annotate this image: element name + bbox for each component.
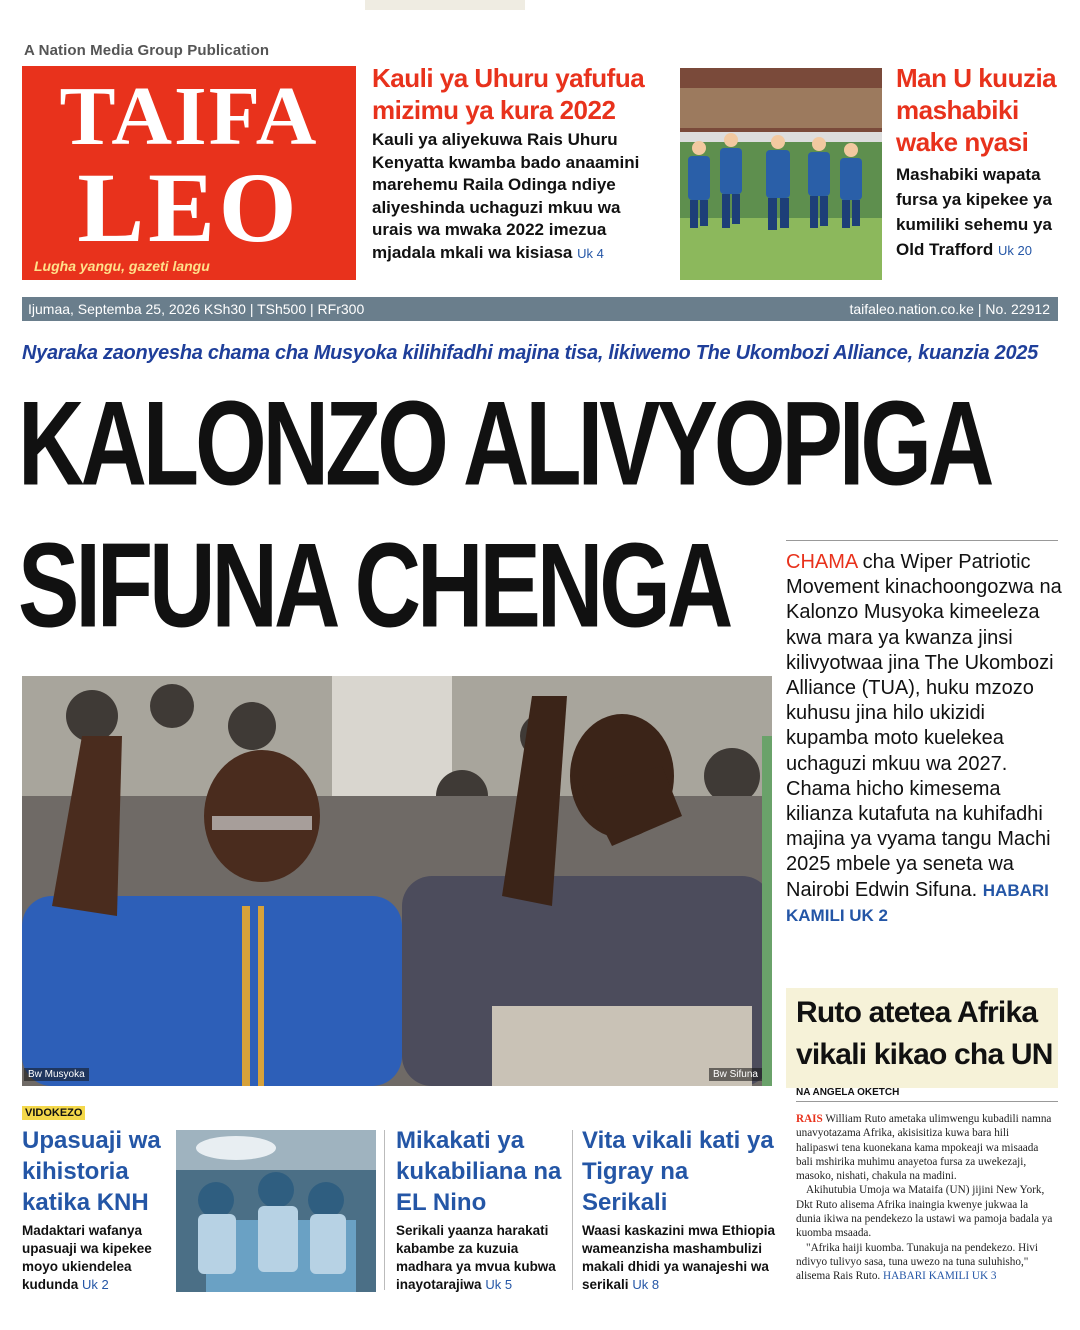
- teaser-uhuru[interactable]: [372, 62, 662, 265]
- brief-knh-headline[interactable]: Upasuaji wa kihistoria katika KNH: [22, 1127, 161, 1216]
- teaser-manu[interactable]: [896, 62, 1062, 263]
- brief-knh-body: [22, 1222, 172, 1294]
- ruto-para-2: Akihutubia Umoja wa Mataifa (UN) jijini New York, Dkt Ruto alisema Afrika inaingia kwenye jukwaa la dunia ikiwa na pendekezo la ustawi wa pamoja badala ya kuomba msaada.: [796, 1184, 1053, 1240]
- teaser-manu-headline[interactable]: Man U kuuzia mashabiki wake nyasi: [896, 63, 1057, 157]
- brief-knh-text: Madaktari wafanya upasuaji wa kipekee moyo ukiendelea kudunda: [22, 1223, 152, 1292]
- ruto-rule: [796, 1101, 1058, 1102]
- brief-knh[interactable]: [22, 1125, 172, 1294]
- issue-site-number[interactable]: taifaleo.nation.co.ke | No. 22912: [849, 301, 1050, 317]
- ruto-lead-word: RAIS: [796, 1113, 823, 1125]
- teaser-manu-text: Mashabiki wapata fursa ya kipekee ya kumiliki sehemu ya Old Trafford: [896, 165, 1052, 259]
- football-players-image: [680, 68, 882, 280]
- ruto-body: [796, 1112, 1054, 1284]
- logo-tagline: Lugha yangu, gazeti langu: [34, 258, 210, 274]
- brief-elnino-headline[interactable]: Mikakati ya kukabiliana na EL Nino: [396, 1127, 562, 1216]
- brief-tigray-page[interactable]: Uk 8: [632, 1277, 660, 1292]
- ruto-headline[interactable]: Ruto atetea Afrika vikali kikao cha UN: [796, 996, 1053, 1071]
- ruto-para-1: [796, 1112, 1054, 1183]
- brief-tigray[interactable]: [582, 1125, 776, 1294]
- lead-body: [786, 550, 1066, 928]
- ruto-byline: NA ANGELA OKETCH: [796, 1087, 900, 1098]
- photo-caption-sifuna: Bw Sifuna: [709, 1068, 762, 1081]
- manu-training-photo: [680, 68, 882, 280]
- publisher-line: A Nation Media Group Publication: [24, 42, 270, 59]
- ruto-para-3-text: "Afrika haiji kuomba. Tunakuja na pendekezo. Hivi ndivyo tulivyo sasa, tuna uwezo na tuna suluhisho," alisema Rais Ruto.: [796, 1241, 1038, 1283]
- teaser-manu-body: [896, 162, 1062, 263]
- lead-headline-line1[interactable]: KALONZO ALIVYOPIGA: [18, 378, 991, 511]
- ruto-more-link[interactable]: HABARI KAMILI UK 3: [883, 1270, 997, 1283]
- brief-tigray-headline[interactable]: Vita vikali kati ya Tigray na Serikali: [582, 1127, 774, 1216]
- lead-column-rule: [786, 540, 1058, 541]
- teaser-uhuru-headline[interactable]: Kauli ya Uhuru yafufua mizimu ya kura 2022: [372, 63, 645, 125]
- issue-date-price: Ijumaa, Septemba 25, 2026 KSh30 | TSh500 | RFr300: [28, 301, 365, 317]
- lead-body-text: cha Wiper Patriotic Movement kinachoongozwa na Kalonzo Musyoka kimeeleza kwa mara ya kwanza jinsi kilivyotwaa jina The Ukombozi Alliance (TUA), huku mzozo kuhusu jina hilo ukizidi kupamba moto kuelekea uchaguzi mkuu wa 2027. Chama hicho kimesema kilianza kutafuta na kuhifadhi majina ya vyama tangu Machi 2025 mbele ya seneta wa Nairobi Edwin Sifuna.: [786, 551, 1062, 901]
- top-edge-strip: [365, 0, 525, 10]
- lead-kicker: Nyaraka zaonyesha chama cha Musyoka kilihifadhi majina tisa, likiwemo The Ukombozi Alliance, kuanzia 2025: [22, 342, 1038, 364]
- teaser-uhuru-page[interactable]: Uk 4: [577, 245, 604, 261]
- briefs-label: VIDOKEZO: [22, 1106, 85, 1120]
- teaser-manu-page[interactable]: Uk 20: [998, 243, 1032, 258]
- brief-elnino[interactable]: [396, 1125, 576, 1294]
- surgery-photo: [176, 1130, 376, 1292]
- brief-elnino-text: Serikali yaanza harakati kabambe za kuzuia madhara ya mvua kubwa inayotarajiwa: [396, 1223, 556, 1292]
- brief-elnino-page[interactable]: Uk 5: [485, 1277, 513, 1292]
- brief-elnino-body: [396, 1222, 576, 1294]
- logo-word-leo: LEO: [77, 152, 301, 263]
- surgery-image: [176, 1130, 376, 1292]
- photo-caption-musyoka: Bw Musyoka: [24, 1068, 89, 1081]
- teaser-uhuru-body: [372, 129, 662, 265]
- brief-separator-2: [572, 1130, 573, 1290]
- lead-more-link[interactable]: HABARI KAMILI UK 2: [786, 880, 1049, 925]
- musyoka-sifuna-image: [22, 676, 772, 1086]
- brief-separator-1: [384, 1130, 385, 1290]
- ruto-para-1-text: William Ruto ametaka ulimwengu kubadili namna unavyotazama Afrika, akisisitiza kuwa bara hili halipaswi tena kuonekana kama mpokeaji wa misaada bali mshirika muhimu anayetoa fursa za uwekezaji, masoko, nishati, chakula na madini.: [796, 1113, 1052, 1183]
- issue-info-bar: [22, 297, 1058, 321]
- brief-tigray-text: Waasi kaskazini mwa Ethiopia wameanzisha mashambulizi makali dhidi ya wanajeshi wa serikali: [582, 1223, 776, 1292]
- lead-drop-word: CHAMA: [786, 551, 858, 573]
- lead-headline-line2[interactable]: SIFUNA CHENGA: [18, 520, 730, 653]
- taifa-leo-logo[interactable]: [22, 66, 356, 280]
- logo-word-taifa: TAIFA: [59, 70, 319, 163]
- brief-knh-page[interactable]: Uk 2: [82, 1277, 109, 1292]
- lead-photo: [22, 676, 772, 1086]
- brief-tigray-body: [582, 1222, 776, 1294]
- ruto-para-3: [796, 1241, 1054, 1284]
- teaser-uhuru-text: Kauli ya aliyekuwa Rais Uhuru Kenyatta kwamba bado anaamini marehemu Raila Odinga ndiye aliyeshinda uchaguzi mkuu wa urais wa mwaka 2022 imezua mjadala mkali wa kisiasa: [372, 130, 640, 262]
